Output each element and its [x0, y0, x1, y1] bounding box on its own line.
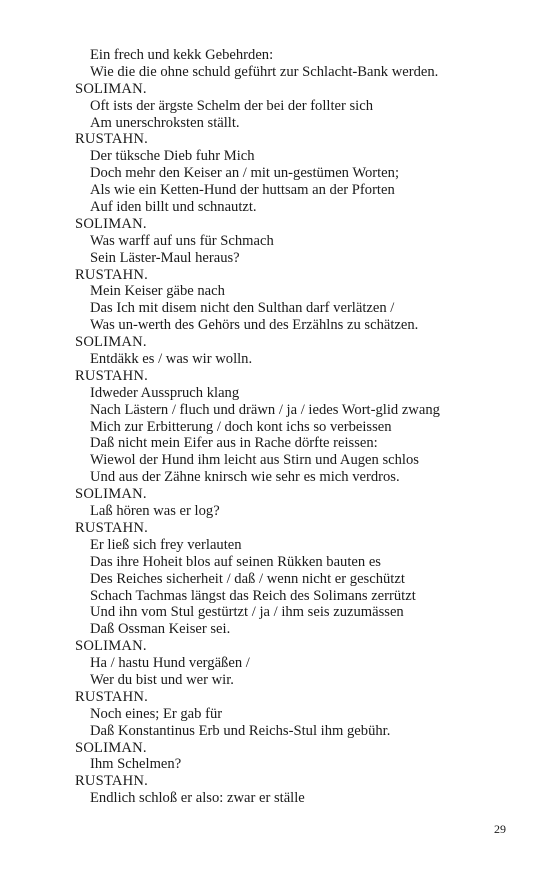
verse-line: Doch mehr den Keiser an / mit un-gestümen Worten;	[90, 165, 399, 182]
verse-line: Entdäkk es / was wir wolln.	[90, 351, 253, 368]
verse-line: Sein Läster-Maul heraus?	[90, 249, 240, 266]
verse-line: Nach Lästern / fluch und dräwn / ja / iedes Wort-glid zwang	[90, 401, 440, 418]
verse-line: Auf iden billt und schnautzt.	[90, 199, 257, 216]
page-number: 29	[494, 822, 506, 836]
speaker-name: SOLIMAN.	[75, 486, 147, 503]
verse-line: Ha / hastu Hund vergäßen /	[90, 655, 250, 672]
verse-line: Mein Keiser gäbe nach	[90, 283, 225, 300]
speaker-name: RUSTAHN.	[75, 131, 149, 148]
verse-line: Als wie ein Ketten-Hund der huttsam an der Pforten	[90, 182, 395, 199]
verse-line: Am unerschroksten ställt.	[90, 114, 240, 131]
verse-line: Der tüksche Dieb fuhr Mich	[90, 148, 255, 165]
verse-line: Er ließ sich frey verlauten	[90, 536, 242, 553]
verse-line: Und aus der Zähne knirsch wie sehr es mich verdros.	[90, 469, 400, 486]
speaker-name: RUSTAHN.	[75, 688, 149, 705]
speaker-name: RUSTAHN.	[75, 266, 149, 283]
play-text	[75, 47, 535, 807]
verse-line: Oft ists der ärgste Schelm der bei der follter sich	[90, 97, 374, 114]
verse-line: Des Reiches sicherheit / daß / wenn nicht er geschützt	[90, 570, 405, 587]
speaker-name: SOLIMAN.	[75, 80, 147, 97]
verse-line: Daß Ossman Keiser sei.	[90, 621, 231, 638]
verse-line: Daß nicht mein Eifer aus in Rache dörfte reissen:	[90, 435, 378, 452]
verse-line: Und ihn vom Stul gestürtzt / ja / ihm seis zuzumässen	[90, 604, 404, 621]
verse-line: Ein frech und kekk Gebehrden:	[90, 47, 274, 63]
speaker-name: RUSTAHN.	[75, 519, 149, 536]
speaker-name: SOLIMAN.	[75, 215, 147, 232]
verse-line: Idweder Ausspruch klang	[90, 384, 240, 401]
verse-line: Laß hören was er log?	[90, 503, 220, 520]
verse-line: Das ihre Hoheit blos auf seinen Rükken bauten es	[90, 553, 381, 570]
verse-line: Noch eines; Er gab für	[90, 705, 223, 722]
verse-line: Das Ich mit disem nicht den Sulthan darf verlätzen /	[90, 300, 395, 317]
verse-line: Wie die die ohne schuld geführt zur Schlacht-Bank werden.	[90, 63, 439, 80]
verse-line: Mich zur Erbitterung / doch kont ichs so verbeissen	[90, 418, 392, 435]
verse-line: Wiewol der Hund ihm leicht aus Stirn und Augen schlos	[90, 452, 419, 469]
speaker-name: RUSTAHN.	[75, 773, 149, 790]
speaker-name: SOLIMAN.	[75, 638, 147, 655]
verse-line: Wer du bist und wer wir.	[90, 671, 234, 688]
verse-line: Endlich schloß er also: zwar er ställe	[90, 790, 305, 807]
speaker-name: SOLIMAN.	[75, 739, 147, 756]
verse-line: Was un-werth des Gehörs und des Erzählns zu schätzen.	[90, 317, 419, 334]
verse-line: Ihm Schelmen?	[90, 756, 182, 773]
speaker-name: SOLIMAN.	[75, 334, 147, 351]
speaker-name: RUSTAHN.	[75, 367, 149, 384]
verse-line: Was warff auf uns für Schmach	[90, 232, 274, 249]
verse-line: Daß Konstantinus Erb und Reichs-Stul ihm gebühr.	[90, 722, 391, 739]
verse-line: Schach Tachmas längst das Reich des Solimans zerrützt	[90, 587, 416, 604]
